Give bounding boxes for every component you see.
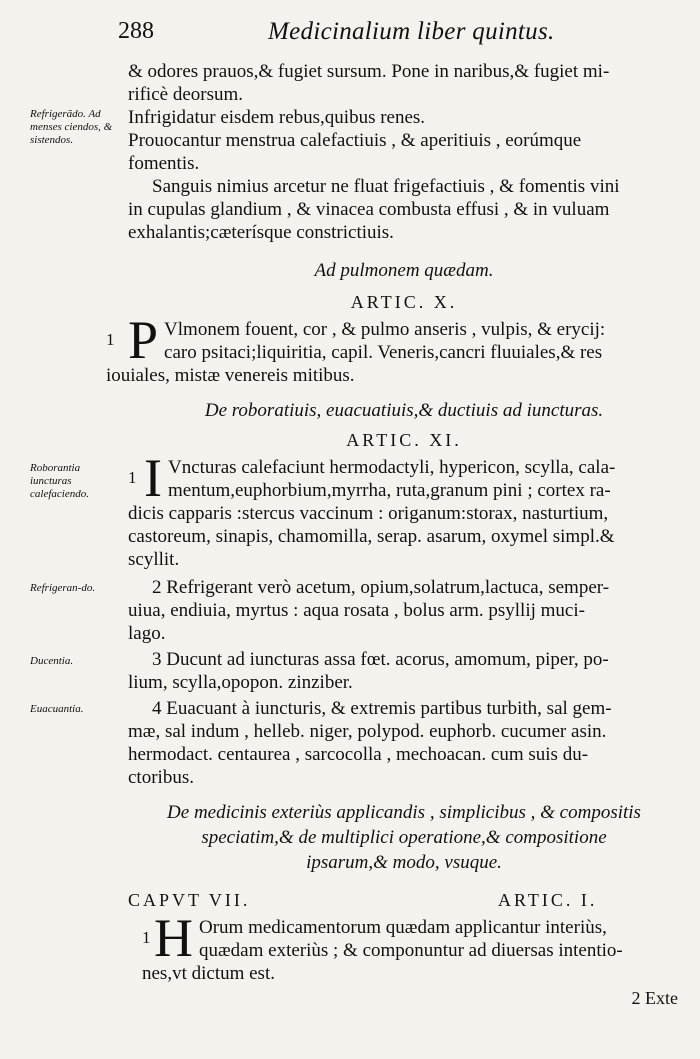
text-line: 4 Euacuant à iuncturis, & extremis partibus turbith, sal gem- bbox=[152, 698, 612, 719]
margin-note-roborantia: Roborantia iuncturas calefaciendo. bbox=[30, 462, 89, 500]
text-line: mæ, sal indum , helleb. niger, polypod. euphorb. cucumer asin. bbox=[128, 721, 607, 742]
text-line: lium, scylla,opopon. zinziber. bbox=[128, 672, 353, 693]
text-line: ctoribus. bbox=[128, 767, 194, 788]
text-line: dicis capparis :stercus vaccinum : origanum:storax, nasturtium, bbox=[128, 503, 609, 524]
text-line: fomentis. bbox=[128, 153, 200, 174]
text-line: Vlmonem fouent, cor , & pulmo anseris , vulpis, & erycij: bbox=[164, 319, 606, 340]
running-header bbox=[118, 18, 678, 52]
text-line: uiua, endiuia, myrtus : aqua rosata , bolus arm. psyllij muci- bbox=[128, 600, 585, 621]
margin-note-euacuantia: Euacuantia. bbox=[30, 703, 84, 715]
article-heading: ARTIC. I. bbox=[498, 890, 598, 910]
text-line: Infrigidatur eisdem rebus,quibus renes. bbox=[128, 107, 426, 128]
paragraph-block-5 bbox=[142, 908, 680, 985]
text-line: nes,vt dictum est. bbox=[142, 963, 275, 984]
text-line: 2 Refrigerant verò acetum, opium,solatrum,lactuca, semper- bbox=[152, 577, 610, 598]
article-heading: ARTIC. XI. bbox=[346, 430, 462, 450]
text-line: mentum,euphorbium,myrrha, ruta,granum pini ; cortex ra- bbox=[167, 480, 611, 501]
text-line: Vncturas calefaciunt hermodactyli, hypericon, scylla, cala- bbox=[167, 457, 616, 478]
chapter-description bbox=[128, 800, 680, 875]
paragraph-number: 1 bbox=[142, 928, 151, 947]
drop-capital: I bbox=[144, 448, 162, 508]
text-line: quædam exteriùs ; & componuntur ad diuersas intentio- bbox=[199, 940, 623, 961]
paragraph-block-3 bbox=[128, 448, 680, 571]
margin-note-refrigerando-2: Refrigeran-do. bbox=[30, 582, 96, 594]
section-heading: De roboratiuis, euacuatiuis,& ductiuis ad iuncturas. bbox=[204, 400, 604, 421]
chapter-heading: CAPVT VII. bbox=[128, 890, 251, 910]
running-title: Medicinalium liber quintus. bbox=[268, 18, 555, 45]
paragraph-number: 1 bbox=[106, 330, 115, 349]
text-line: hermodact. centaurea , sarcocolla , mechoacan. cum suis du- bbox=[128, 744, 589, 765]
text-line: lago. bbox=[128, 623, 166, 644]
heading-line: speciatim,& de multiplici operatione,& compositione bbox=[201, 827, 607, 848]
text-line: & odores prauos,& fugiet sursum. Pone in naribus,& fugiet mi- bbox=[128, 61, 610, 82]
margin-note-ducentia: Ducentia. bbox=[30, 655, 74, 667]
text-line: exhalantis;cæterísque constrictiuis. bbox=[128, 222, 394, 243]
drop-capital: P bbox=[128, 310, 159, 370]
page-number: 288 bbox=[118, 18, 154, 44]
text-line: Prouocantur menstrua calefactiuis , & aperitiuis , eorúmque bbox=[128, 130, 582, 151]
text-line: Orum medicamentorum quædam applicantur interiùs, bbox=[199, 917, 607, 938]
catchword: 2 Exte bbox=[631, 988, 678, 1008]
article-heading: ARTIC. X. bbox=[350, 292, 458, 312]
text-line: iouiales, mistæ venereis mitibus. bbox=[106, 365, 355, 386]
paragraph-block-2 bbox=[106, 310, 680, 387]
paragraph-number: 1 bbox=[128, 468, 137, 487]
heading-line: De medicinis exteriùs applicandis , simplicibus , & compositis bbox=[167, 802, 641, 823]
margin-note-refrigerando: Refrigerãdo. Ad menses ciendos, & sistendos. bbox=[30, 108, 113, 146]
drop-capital: H bbox=[154, 908, 193, 968]
text-line: 3 Ducunt ad iuncturas assa fœt. acorus, amomum, piper, po- bbox=[152, 649, 609, 670]
text-line: caro psitaci;liquiritia, capil. Veneris,cancri fluuiales,& res bbox=[164, 342, 603, 363]
paragraph-block-1 bbox=[128, 60, 680, 244]
text-line: scyllit. bbox=[128, 549, 180, 570]
paragraph-block-4 bbox=[128, 576, 680, 789]
chapter-article-line bbox=[128, 888, 680, 912]
heading-line: ipsarum,& modo, vsuque. bbox=[306, 852, 502, 873]
text-line: rificè deorsum. bbox=[128, 84, 244, 105]
text-line: castoreum, sinapis, chamomilla, serap. asarum, oxymel simpl.& bbox=[128, 526, 615, 547]
text-line: in cupulas glandium , & vinacea combusta effusi , & in vuluam bbox=[128, 199, 610, 220]
text-line: Sanguis nimius arcetur ne fluat frigefactiuis , & fomentis vini bbox=[152, 176, 620, 197]
section-heading: Ad pulmonem quædam. bbox=[314, 260, 494, 281]
